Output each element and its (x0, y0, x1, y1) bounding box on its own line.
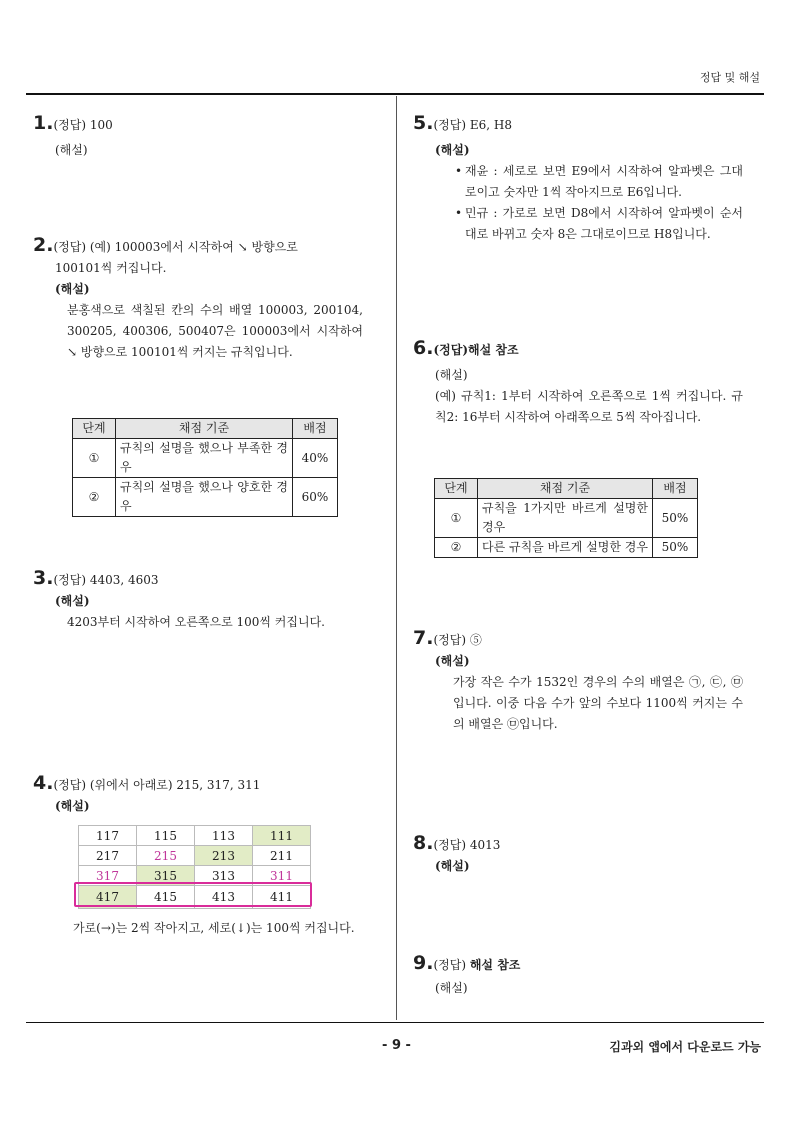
answer-tag: (정답) (433, 118, 467, 132)
answer-tag: (정답) (433, 838, 467, 852)
table-row (435, 499, 698, 538)
answer-text: 해설 참조 (469, 958, 521, 972)
answer-text: (예) 100003에서 시작하여 ↘ 방향으로 (89, 240, 298, 254)
solution-label: (해설) (435, 143, 470, 157)
criteria-cell: 규칙의 설명을 했으나 부족한 경우 (116, 439, 293, 478)
answer-tag: (정답) (433, 343, 468, 357)
points-cell: 50% (653, 499, 698, 538)
criteria-cell: 규칙을 1가지만 바르게 설명한 경우 (478, 499, 653, 538)
grid-cell: 113 (195, 826, 253, 846)
table-row (73, 439, 338, 478)
grid-cell: 315 (137, 866, 195, 886)
table-row (435, 538, 698, 558)
col-step: 단계 (435, 479, 478, 499)
grid-cell: 415 (137, 886, 195, 909)
solution-label: (해설) (435, 654, 470, 668)
footer-note: 김과외 앱에서 다운로드 가능 (609, 1040, 761, 1054)
answer-tag: (정답) (53, 778, 87, 792)
question-4-explanation (73, 918, 361, 939)
question-5 (413, 113, 743, 245)
step-cell: ② (73, 478, 116, 517)
header-title: 정답 및 해설 (699, 71, 760, 84)
grid-cell: 417 (79, 886, 137, 909)
answer-tag: (정답) (53, 118, 87, 132)
criteria-cell: 다른 규칙을 바르게 설명한 경우 (478, 538, 653, 558)
question-number: 9. (413, 952, 434, 974)
col-points: 배점 (653, 479, 698, 499)
column-divider (396, 96, 397, 1020)
question-number: 4. (33, 772, 54, 794)
col-criteria: 채점 기준 (116, 419, 293, 439)
solution-body: 가로(→)는 2씩 작아지고, 세로(↓)는 100씩 커집니다. (73, 921, 355, 935)
answer-text: 4403, 4603 (89, 573, 159, 587)
question-1 (33, 113, 363, 161)
grid-cell: 115 (137, 826, 195, 846)
answer-text: 4013 (469, 838, 501, 852)
answer-text: 100 (89, 118, 113, 132)
question-number: 7. (413, 627, 434, 649)
grid-cell: 213 (195, 846, 253, 866)
grid-cell: 217 (79, 846, 137, 866)
question-number: 8. (413, 832, 434, 854)
step-cell: ① (435, 499, 478, 538)
solution-body: (예) 규칙1: 1부터 시작하여 오른쪽으로 1씩 커집니다. 규칙2: 16부터 시작하여 아래쪽으로 5씩 작아집니다. (435, 389, 743, 424)
question-number: 3. (33, 567, 54, 589)
grid-cell: 413 (195, 886, 253, 909)
highlight-box (74, 882, 312, 907)
question-number: 2. (33, 234, 54, 256)
question-2 (33, 235, 363, 363)
solution-label: (해설) (435, 368, 468, 382)
list-item: • 재윤 : 세로로 보면 E9에서 시작하여 알파벳은 그대로이고 숫자만 1씩 작아지므로 E6입니다. (455, 164, 743, 199)
col-points: 배점 (293, 419, 338, 439)
question-9 (413, 953, 743, 999)
grid-cell: 411 (253, 886, 311, 909)
page-number: - 9 - (382, 1038, 411, 1053)
grid-cell: 317 (79, 866, 137, 886)
step-cell: ① (73, 439, 116, 478)
question-3 (33, 568, 363, 633)
question-6 (413, 338, 743, 428)
answer-tag: (정답) (433, 958, 467, 972)
points-cell: 40% (293, 439, 338, 478)
grid-cell: 117 (79, 826, 137, 846)
solution-label: (해설) (55, 143, 88, 157)
question-4 (33, 773, 363, 817)
col-criteria: 채점 기준 (478, 479, 653, 499)
answer-tag: (정답) (53, 240, 87, 254)
answer-text-cont: 100101씩 커집니다. (55, 261, 167, 275)
solution-body: 분홍색으로 색칠된 칸의 수의 배열 100003, 200104, 300205, 400306, 500407은 100003에서 시작하여 ↘ 방향으로 100101씩 커지는 규칙입니다. (67, 303, 363, 359)
grid-row (79, 826, 311, 846)
bullet-text: 재윤 : 세로로 보면 E9에서 시작하여 알파벳은 그대로이고 숫자만 1씩 작아지므로 E6입니다. (465, 164, 743, 199)
grid-cell: 211 (253, 846, 311, 866)
col-step: 단계 (73, 419, 116, 439)
answer-text: ⑤ (469, 633, 482, 647)
grid-cell: 215 (137, 846, 195, 866)
answer-tag: (정답) (53, 573, 87, 587)
grading-table-2 (72, 418, 338, 517)
solution-body: 4203부터 시작하여 오른쪽으로 100씩 커집니다. (67, 615, 325, 629)
answer-text: 해설 참조 (468, 343, 519, 357)
solution-label: (해설) (55, 282, 90, 296)
solution-label: (해설) (55, 799, 90, 813)
grid-row (79, 846, 311, 866)
points-cell: 50% (653, 538, 698, 558)
answer-tag: (정답) (433, 633, 467, 647)
question-number: 6. (413, 337, 434, 359)
grid-cell: 311 (253, 866, 311, 886)
answer-text: (위에서 아래로) 215, 317, 311 (89, 778, 261, 792)
step-cell: ② (435, 538, 478, 558)
solution-label: (해설) (435, 981, 468, 995)
question-number: 5. (413, 112, 434, 134)
grading-table-6 (434, 478, 698, 558)
bullet-text: 민규 : 가로로 보면 D8에서 시작하여 알파벳이 순서대로 바뀌고 숫자 8은 그대로이므로 H8입니다. (465, 206, 743, 241)
question-number: 1. (33, 112, 54, 134)
answer-text: E6, H8 (469, 118, 512, 132)
question-7 (413, 628, 743, 735)
grid-cell: 111 (253, 826, 311, 846)
header-rule (26, 93, 764, 95)
points-cell: 60% (293, 478, 338, 517)
criteria-cell: 규칙의 설명을 했으나 양호한 경우 (116, 478, 293, 517)
grid-cell: 313 (195, 866, 253, 886)
list-item: • 민규 : 가로로 보면 D8에서 시작하여 알파벳이 순서대로 바뀌고 숫자 8은 그대로이므로 H8입니다. (455, 206, 743, 241)
solution-label: (해설) (435, 859, 470, 873)
solution-body: 가장 작은 수가 1532인 경우의 수의 배열은 ㉠, ㉢, ㉤입니다. 이중 다음 수가 앞의 수보다 1100씩 커지는 수의 배열은 ㉤입니다. (453, 675, 743, 731)
question-8 (413, 833, 743, 877)
bullet-list (413, 161, 743, 245)
footer-rule (26, 1022, 764, 1023)
table-row (73, 478, 338, 517)
solution-label: (해설) (55, 594, 90, 608)
